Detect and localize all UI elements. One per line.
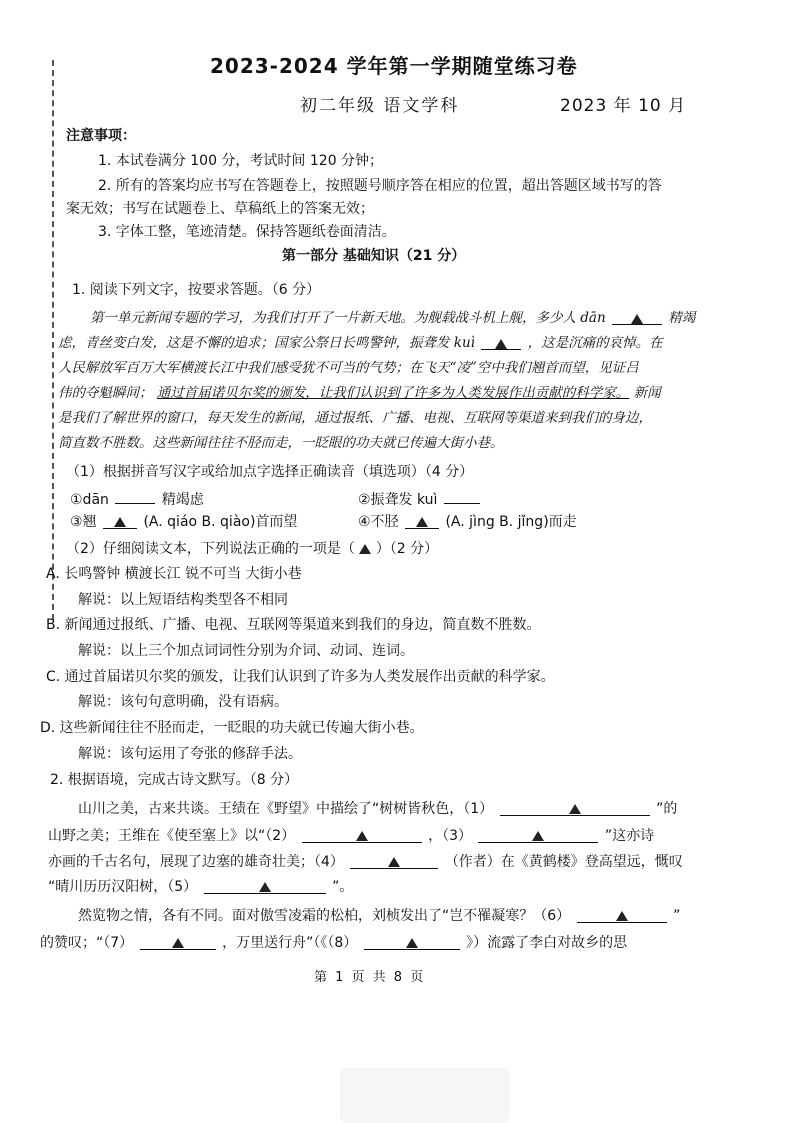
- binding-dashed-line: [52, 60, 54, 620]
- triangle-marker-icon: [495, 339, 507, 349]
- option-a: A. 长鸣警钟 横渡长江 锐不可当 大街小巷: [46, 566, 302, 582]
- answer-blank[interactable]: [204, 877, 326, 894]
- passage-line: 简直数不胜数。这些新闻往往不胫而走，一眨眼的功夫就已传遍大街小巷。: [58, 435, 504, 451]
- passage-text: 新闻: [633, 385, 661, 401]
- answer-blank[interactable]: [350, 852, 438, 869]
- page-title: 2023-2024 学年第一学期随堂练习卷: [210, 54, 578, 78]
- underlined-sentence: 通过首届诺贝尔奖的颁发，让我们认识到了许多为人类发展作出贡献的科学家。: [156, 385, 630, 401]
- answer-blank[interactable]: [140, 933, 216, 950]
- exam-date: 2023 年 10 月: [560, 96, 687, 116]
- answer-blank[interactable]: [103, 512, 137, 529]
- q1-sub1-item-a: [70, 487, 204, 510]
- triangle-marker-icon: [631, 314, 643, 324]
- item-tail: (A. jìng B. jǐng)而走: [445, 514, 577, 530]
- triangle-marker-icon: [114, 517, 126, 527]
- stem-text: （2）仔细阅读文本，下列说法正确的一项是（: [66, 541, 355, 557]
- notice-item: 2. 所有的答案均应书写在答题卷上，按照题号顺序答在相应的位置，超出答题区域书写的答: [98, 178, 662, 194]
- q2-stem: 2. 根据语境，完成古诗文默写。（8 分）: [50, 772, 299, 788]
- item-label: ②振聋发 kuì: [358, 492, 438, 508]
- q1-stem: 1. 阅读下列文字，按要求答题。（6 分）: [72, 282, 321, 298]
- option-c-explanation: 解说：该句句意明确，没有语病。: [78, 694, 288, 710]
- q2-text: （作者）在《黄鹤楼》登高望远，慨叹: [444, 854, 683, 870]
- passage-text: ，这是沉痛的哀悼。在: [527, 335, 663, 351]
- triangle-marker-icon: [359, 544, 371, 554]
- option-d: D. 这些新闻往往不胫而走，一眨眼的功夫就已传遍大街小巷。: [40, 720, 424, 736]
- triangle-marker-icon: [259, 882, 271, 892]
- passage-line: [58, 333, 663, 353]
- q1-sub2-stem: [66, 539, 438, 559]
- triangle-marker-icon: [569, 804, 581, 814]
- page-footer: 第 1 页 共 8 页: [314, 970, 426, 985]
- passage-line: [58, 383, 661, 403]
- q2-text: ”: [673, 908, 681, 924]
- q2-text: ”。: [332, 879, 354, 895]
- answer-blank[interactable]: [444, 487, 480, 504]
- q1-sub1-item-d: [358, 512, 577, 532]
- triangle-marker-icon: [388, 857, 400, 867]
- item-tail: 精竭虑: [161, 492, 204, 508]
- answer-blank[interactable]: [405, 512, 439, 529]
- option-b-explanation: 解说：以上三个加点词词性分别为介词、动词、连词。: [78, 643, 414, 659]
- passage-text: 伟的夺魁瞬间；: [58, 385, 153, 401]
- scan-smudge: [340, 1068, 510, 1123]
- passage-text: 精竭: [668, 310, 696, 326]
- option-a-explanation: 解说：以上短语结构类型各不相同: [78, 592, 288, 608]
- q2-text: 》）流露了李白对故乡的思: [466, 935, 628, 951]
- q2-text: 然览物之情，各有不同。面对傲雪凌霜的松柏，刘桢发出了“岂不罹凝寒？（6）: [78, 908, 571, 924]
- q2-line: [78, 906, 680, 926]
- stem-text: ）（2 分）: [375, 541, 439, 557]
- q2-text: ，万里送行舟”（《（8）: [222, 935, 358, 951]
- notice-item: 案无效；书写在试题卷上、草稿纸上的答案无效；: [66, 201, 374, 217]
- answer-blank[interactable]: [115, 487, 155, 504]
- answer-blank[interactable]: [302, 826, 422, 843]
- section-title: 第一部分 基础知识（21 分）: [282, 248, 466, 264]
- answer-blank[interactable]: [478, 826, 598, 843]
- q2-line: [40, 933, 627, 953]
- q2-text: 的赞叹；“（7）: [40, 935, 134, 951]
- option-c: C. 通过首届诺贝尔奖的颁发，让我们认识到了许多为人类发展作出贡献的科学家。: [46, 669, 555, 685]
- q1-sub1-item-c: [70, 512, 297, 532]
- passage-text: 虑，青丝变白发，这是不懈的追求；国家公祭日长鸣警钟，振聋发 kuì: [58, 335, 475, 351]
- passage-line: 人民解放军百万大军横渡长江中我们感受犹不可当的气势；在飞天“凌”空中我们翘首而望，见证吕: [58, 360, 639, 376]
- q2-text: “晴川历历汉阳树，（5）: [48, 879, 198, 895]
- q2-text: ”的: [656, 801, 678, 817]
- q2-line: [48, 852, 683, 872]
- answer-blank[interactable]: [481, 333, 521, 350]
- triangle-marker-icon: [172, 938, 184, 948]
- item-label: ③翘: [70, 514, 97, 530]
- item-tail: (A. qiáo B. qiào)首而望: [143, 514, 298, 530]
- q1-sub1-item-b: [358, 487, 482, 510]
- passage-line: [90, 308, 695, 328]
- item-label: ④不胫: [358, 514, 399, 530]
- notice-item: 3. 字体工整，笔迹清楚。保持答题纸卷面清洁。: [98, 224, 396, 240]
- option-d-explanation: 解说：该句运用了夸张的修辞手法。: [78, 746, 302, 762]
- option-b: B. 新闻通过报纸、广播、电视、互联网等渠道来到我们的身边，简直数不胜数。: [46, 617, 541, 633]
- q2-line: [48, 826, 654, 846]
- q2-line: [48, 877, 353, 897]
- passage-text: 第一单元新闻专题的学习，为我们打开了一片新天地。为舰载战斗机上舰，多少人 dān: [90, 310, 606, 326]
- q1-sub1-stem: （1）根据拼音写汉字或给加点字选择正确读音（填选项）（4 分）: [66, 464, 474, 480]
- triangle-marker-icon: [616, 911, 628, 921]
- answer-blank[interactable]: [364, 933, 460, 950]
- triangle-marker-icon: [416, 517, 428, 527]
- answer-blank[interactable]: [612, 308, 662, 325]
- q2-line: [78, 799, 677, 819]
- grade-subject: 初二年级 语文学科: [300, 96, 460, 116]
- notice-item: 1. 本试卷满分 100 分，考试时间 120 分钟；: [98, 153, 384, 169]
- q2-text: 山川之美，古来共谈。王绩在《野望》中描绘了“树树皆秋色，（1）: [78, 801, 494, 817]
- q2-text: ”这亦诗: [604, 828, 655, 844]
- item-label: ①dān: [70, 492, 109, 508]
- triangle-marker-icon: [406, 938, 418, 948]
- notice-heading: 注意事项：: [66, 128, 136, 144]
- answer-blank[interactable]: [500, 799, 650, 816]
- q2-text: ，（3）: [428, 828, 472, 844]
- triangle-marker-icon: [356, 831, 368, 841]
- answer-blank[interactable]: [577, 906, 667, 923]
- passage-line: 是我们了解世界的窗口，每天发生的新闻，通过报纸、广播、电视、互联网等渠道来到我们的身边，: [58, 410, 652, 426]
- triangle-marker-icon: [532, 831, 544, 841]
- q2-text: 山野之美；王维在《使至塞上》以“（2）: [48, 828, 296, 844]
- q2-text: 亦画的千古名句，展现了边塞的雄奇壮美；（4）: [48, 854, 344, 870]
